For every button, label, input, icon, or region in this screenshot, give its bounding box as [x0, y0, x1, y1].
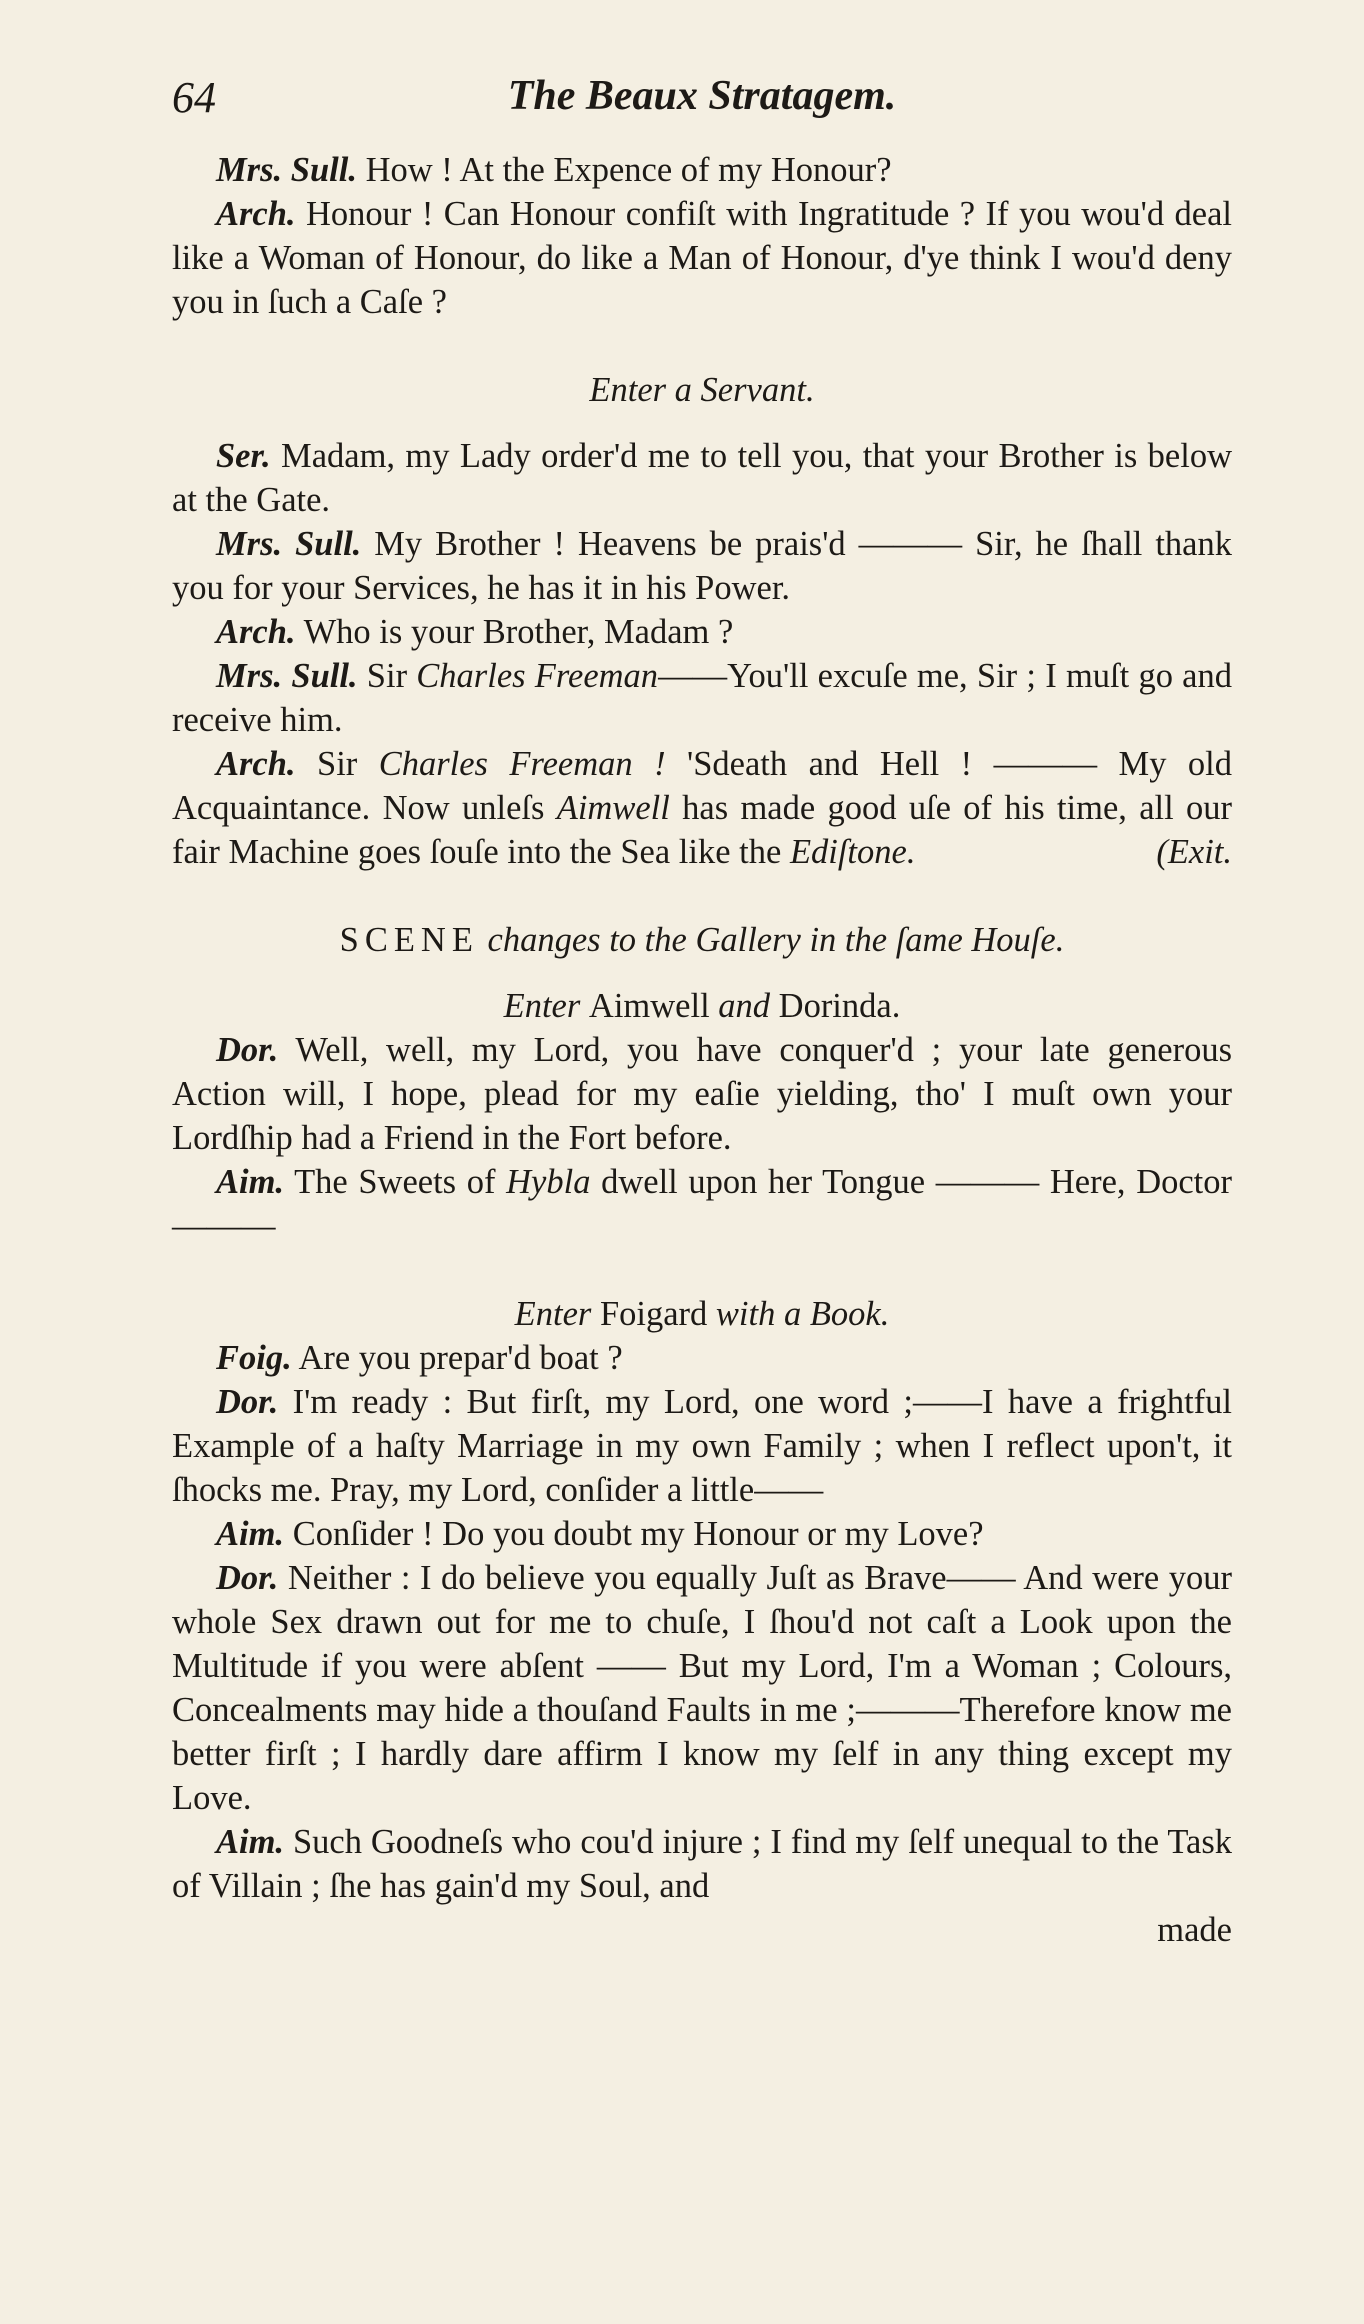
speech-text: Are you prepar'd boat ? — [291, 1339, 623, 1377]
spacer — [172, 412, 1232, 434]
speaker: Arch. — [216, 613, 296, 651]
character-name: Aimwell — [588, 987, 710, 1025]
direction-text: with a Book. — [707, 1295, 890, 1333]
speech-text: Well, well, my Lord, you have conquer'd ; your late generous Action will, I hope, plead for my eaſie yielding, tho' I muſt own your Lordſhip had a Friend in the Fort before. — [172, 1031, 1232, 1157]
name-italic: Charles Freeman ! — [378, 745, 666, 783]
direction-text: Enter — [514, 1295, 600, 1333]
speaker: Dor. — [216, 1559, 279, 1597]
speech-text: Such Goodneſs who cou'd injure ; I find my ſelf unequal to the Task of Villain ; ſhe has gain'd my Soul, and — [172, 1823, 1232, 1905]
speech-text: Sir — [295, 745, 379, 783]
speech-text: My Brother ! Heavens be prais'd ——— Sir, he ſhall thank you for your Services, he has it in his Power. — [172, 525, 1232, 607]
speech-text: Conſider ! Do you doubt my Honour or my Love? — [284, 1515, 984, 1553]
spacer — [172, 874, 1232, 918]
speech — [172, 654, 1232, 742]
speaker: Dor. — [216, 1031, 279, 1069]
speech — [172, 742, 1232, 874]
catchword: made — [1157, 1911, 1232, 1949]
speaker: Ser. — [216, 437, 271, 475]
page-number: 64 — [172, 73, 216, 122]
speech-text: ——You'll excuſe me, Sir ; I muſt go and receive him. — [172, 657, 1232, 739]
speech-text: Sir — [357, 657, 417, 695]
speech-text: The Sweets of — [284, 1163, 507, 1201]
scene-word: SCENE — [339, 921, 479, 959]
speaker: Arch. — [216, 195, 296, 233]
speech — [172, 610, 1232, 654]
stage-direction — [172, 984, 1232, 1028]
spacer — [172, 324, 1232, 368]
speech-text: dwell upon her Tongue ——— Here, Doctor——— — [172, 1163, 1232, 1245]
speaker: Mrs. Sull. — [216, 151, 357, 189]
speech-text: 'Sdeath and Hell ! ——— My old Acquaintance. Now unleſs — [172, 745, 1232, 827]
scene-description: changes to the Gallery in the ſame Houſe. — [478, 921, 1065, 959]
stage-direction — [172, 1292, 1232, 1336]
speech-text: Neither : I do believe you equally Juſt as Brave—— And were your whole Sex drawn out for me to chuſe, I ſhou'd not caſt a Look upon the Multitude if you were abſent —— But my Lord, I'm a Woman ; Colours, Concealments may hide a thouſand Faults in me ;———Therefore know me better firſt ; I hardly dare affirm I know my ſelf in any thing except my Love. — [172, 1559, 1232, 1817]
spacer — [172, 1248, 1232, 1292]
speaker: Dor. — [216, 1383, 279, 1421]
speaker: Mrs. Sull. — [216, 525, 362, 563]
speech — [172, 1820, 1232, 1908]
speech — [172, 148, 1232, 192]
direction-text: and — [709, 987, 779, 1025]
speaker: Aim. — [216, 1163, 285, 1201]
speaker: Mrs. Sull. — [216, 657, 358, 695]
speaker: Arch. — [216, 745, 296, 783]
speaker: Foig. — [216, 1339, 292, 1377]
speech — [172, 1556, 1232, 1820]
speech-text: has made good uſe of his time, all our fair Machine goes ſouſe into the Sea like the — [172, 789, 1233, 871]
running-title: The Beaux Stratagem. — [507, 73, 897, 119]
speech — [172, 1160, 1232, 1248]
name-italic: Charles Freeman — [416, 657, 659, 695]
speech-text: Who is your Brother, Madam ? — [295, 613, 734, 651]
direction-text: Enter — [503, 987, 589, 1025]
speech — [172, 1512, 1232, 1556]
spacer — [172, 962, 1232, 984]
speech-text: How ! At the Expence of my Honour? — [356, 151, 892, 189]
speaker: Aim. — [216, 1515, 285, 1553]
name-italic: Ediſtone. — [789, 833, 916, 871]
scene-heading — [172, 918, 1232, 962]
speech — [172, 1028, 1232, 1160]
speech — [172, 192, 1232, 324]
exit-direction: (Exit. — [1156, 833, 1232, 871]
speech — [172, 522, 1232, 610]
character-name: Dorinda. — [778, 987, 901, 1025]
stage-direction: Enter a Servant. — [589, 371, 815, 409]
name-italic: Hybla — [506, 1163, 591, 1201]
speech-text: Honour ! Can Honour confiſt with Ingratitude ? If you wou'd deal like a Woman of Honour, do like a Man of Honour, d'ye think I wou'd deny you in ſuch a Caſe ? — [172, 195, 1232, 321]
page-header — [172, 72, 1232, 132]
speech — [172, 1336, 1232, 1380]
character-name: Foigard — [599, 1295, 708, 1333]
name-italic: Aimwell — [556, 789, 670, 827]
speech-text: I'm ready : But firſt, my Lord, one word ;——I have a frightful Example of a haſty Marriage in my own Family ; when I reflect upon't, it ſhocks me. Pray, my Lord, conſider a little—— — [172, 1383, 1232, 1509]
play-text — [172, 148, 1232, 1952]
speech — [172, 434, 1232, 522]
speech-text: Madam, my Lady order'd me to tell you, that your Brother is below at the Gate. — [172, 437, 1232, 519]
speech — [172, 1380, 1232, 1512]
speaker: Aim. — [216, 1823, 285, 1861]
